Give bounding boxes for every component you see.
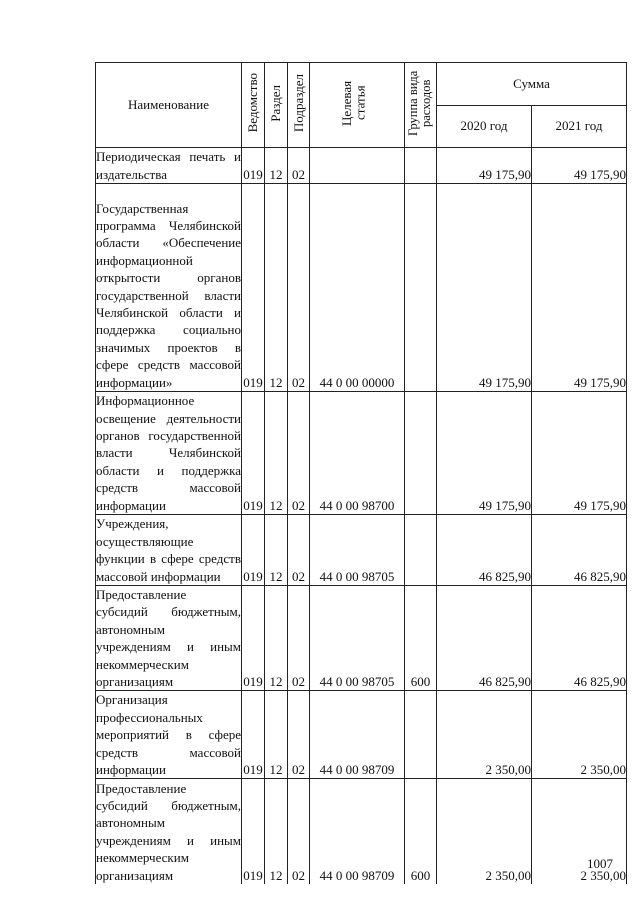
table-body: [96, 148, 627, 884]
row-sum-2020: 49 175,90: [437, 184, 532, 392]
row-sum-2021: 2 350,00: [532, 779, 627, 884]
row-sum-2021: 49 175,90: [532, 392, 627, 515]
row-target-article: 44 0 00 98709: [310, 691, 405, 779]
row-subsection: 02: [288, 779, 310, 884]
row-sum-2020: 46 825,90: [437, 586, 532, 691]
row-sum-2021: 49 175,90: [532, 148, 627, 184]
row-section: 12: [265, 691, 288, 779]
row-subsection: 02: [288, 392, 310, 515]
page-number: 1007: [587, 856, 613, 871]
row-sum-2020: 49 175,90: [437, 392, 532, 515]
row-target-article: 44 0 00 00000: [310, 184, 405, 392]
table-row: [96, 586, 627, 691]
row-dept: 019: [242, 586, 265, 691]
row-subsection: 02: [288, 148, 310, 184]
table-row: [96, 515, 627, 586]
col-header-2020: 2020 год: [437, 105, 532, 148]
col-header-expense-group: Группа вида расходов: [405, 63, 437, 148]
row-section: 12: [265, 184, 288, 392]
row-dept: 019: [242, 184, 265, 392]
row-expense-group: [405, 148, 437, 184]
col-header-sum: Сумма: [437, 63, 627, 106]
row-section: 12: [265, 515, 288, 586]
row-sum-2020: 46 825,90: [437, 515, 532, 586]
row-subsection: 02: [288, 586, 310, 691]
row-section: 12: [265, 779, 288, 884]
row-dept: 019: [242, 148, 265, 184]
row-target-article: [310, 148, 405, 184]
budget-table: [95, 62, 627, 884]
row-section: 12: [265, 586, 288, 691]
row-sum-2020: 2 350,00: [437, 691, 532, 779]
table-row: [96, 148, 627, 184]
row-target-article: 44 0 00 98709: [310, 779, 405, 884]
row-name: Государственная программа Челябинской области «Обеспечение информационной открытости органов государственной власти Челябинской области и поддержка социально значимых проектов в сфере средств массовой информации»: [96, 184, 242, 392]
table-row: [96, 184, 627, 392]
col-header-2021: 2021 год: [532, 105, 627, 148]
row-dept: 019: [242, 779, 265, 884]
table-row: [96, 691, 627, 779]
col-header-dept: Ведомство: [242, 63, 265, 148]
row-sum-2020: 2 350,00: [437, 779, 532, 884]
row-target-article: 44 0 00 98705: [310, 515, 405, 586]
row-expense-group: 600: [405, 586, 437, 691]
row-sum-2021: 49 175,90: [532, 184, 627, 392]
row-target-article: 44 0 00 98705: [310, 586, 405, 691]
table-row: [96, 392, 627, 515]
row-sum-2021: 46 825,90: [532, 515, 627, 586]
col-header-target-article: Целевая статья: [310, 63, 405, 148]
row-target-article: 44 0 00 98700: [310, 392, 405, 515]
row-subsection: 02: [288, 691, 310, 779]
row-expense-group: [405, 392, 437, 515]
row-name: Организация профессиональных мероприятий в сфере средств массовой информации: [96, 692, 241, 778]
row-section: 12: [265, 392, 288, 515]
row-dept: 019: [242, 691, 265, 779]
row-sum-2021: 46 825,90: [532, 586, 627, 691]
row-sum-2020: 49 175,90: [437, 148, 532, 184]
row-subsection: 02: [288, 515, 310, 586]
row-name: Периодическая печать и издательства: [96, 149, 241, 182]
col-header-subsection: Подраздел: [288, 63, 310, 148]
row-sum-2021: 2 350,00: [532, 691, 627, 779]
row-section: 12: [265, 148, 288, 184]
row-name: Учреждения, осуществляющие функции в сфере средств массовой информации: [96, 516, 241, 584]
row-name: Предоставление субсидий бюджетным, автономным учреждениям и иным некоммерческим организациям: [96, 780, 241, 883]
row-name: Информационное освещение деятельности органов государственной власти Челябинской области и поддержка средств массовой информации: [96, 393, 241, 513]
row-expense-group: [405, 184, 437, 392]
row-expense-group: 600: [405, 779, 437, 884]
col-header-name: Наименование: [96, 63, 242, 148]
row-dept: 019: [242, 515, 265, 586]
row-dept: 019: [242, 392, 265, 515]
row-name: Предоставление субсидий бюджетным, автономным учреждениям и иным некоммерческим организациям: [96, 587, 241, 690]
col-header-section: Раздел: [265, 63, 288, 148]
row-expense-group: [405, 515, 437, 586]
row-subsection: 02: [288, 184, 310, 392]
row-expense-group: [405, 691, 437, 779]
table-row: [96, 779, 627, 884]
